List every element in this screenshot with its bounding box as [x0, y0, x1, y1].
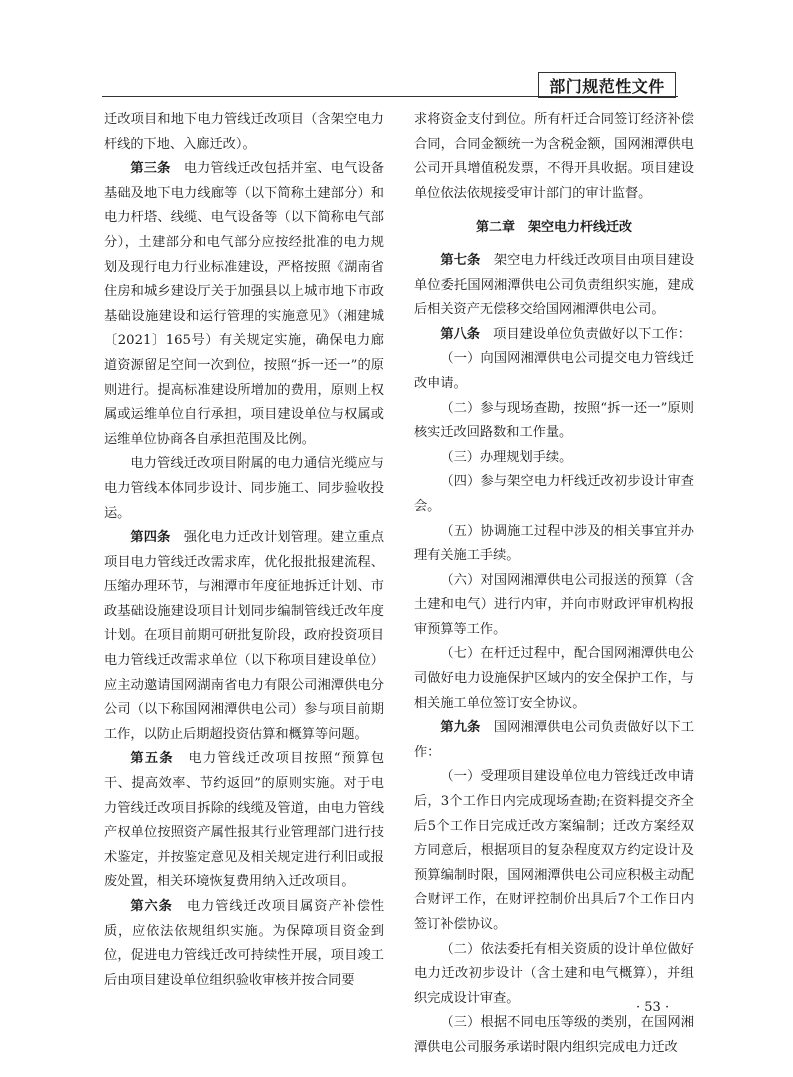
article-text: 电力管线迁改项目按照“预算包干、提高效率、节约返回”的原则实施。对于电力管线迁改项目拆除的线缆及管道，由电力管线产权单位按照资产属性报其行业管理部门进行技术鉴定，并按鉴定意见及相关规定进行利旧或报废处置，相关环境恢复费用纳入迁改项目。 — [104, 751, 385, 890]
chapter-heading: 第二章 架空电力杆线迁改 — [475, 220, 632, 236]
section-header — [538, 72, 676, 98]
article-label: 第四条 — [130, 530, 171, 546]
right-column — [414, 108, 694, 1061]
section-title: 部门规范性文件 — [549, 76, 665, 96]
article-text: 架空电力杆线迁改项目由项目建设单位委托国网湘潭供电公司负责组织实施，建成后相关资产无偿移交给国网湘潭供电公司。 — [414, 252, 695, 318]
article-label: 第三条 — [130, 161, 171, 177]
article-label: 第五条 — [130, 751, 174, 767]
paragraph: 求将资金支付到位。所有杆迁合同签订经济补偿合同，合同金额统一为含税金额，国网湘潭供电公司开具增值税发票，不得开具收据。项目建设单位依法依规接受审计部门的审计监督。 — [414, 112, 694, 201]
article-3 — [104, 157, 384, 452]
paragraph: 电力管线迁改项目附属的电力通信光缆应与电力管线本体同步设计、同步施工、同步验收投运。 — [104, 456, 384, 521]
list-item: （二）依法委托有相关资质的设计单位做好电力迁改初步设计（含土建和电气概算），并组织完成设计审查。 — [414, 941, 694, 1006]
list-item: （六）对国网湘潭供电公司报送的预算（含土建和电气）进行内审，并向市财政评审机构报审预算等工作。 — [414, 572, 694, 637]
page-number: · 53 · — [636, 1000, 670, 1015]
article-6 — [104, 895, 384, 993]
article-5 — [104, 747, 384, 895]
article-text: 项目建设单位负责做好以下工作： — [493, 326, 691, 342]
article-7 — [414, 249, 694, 323]
list-item: （三）办理规划手续。 — [440, 449, 573, 465]
list-item: （七）在杆迁过程中，配合国网湘潭供电公司做好电力设施保护区域内的安全保护工作，与相关施工单位签订安全协议。 — [414, 646, 694, 711]
article-label: 第九条 — [440, 720, 481, 736]
article-text: 电力管线迁改包括并室、电气设备基础及地下电力线廊等（以下简称土建部分）和电力杆塔、线缆、电气设备等（以下简称电气部分），土建部分和电气部分应按经批准的电力规划及现行电力行业标准建设，严格按照《湖南省住房和城乡建设厅关于加强县以上城市地下市政基础设施建设和运行管理的实施意见》（湘建城〔2021〕165号）有关规定实施，确保电力廊道资源留足空间一次到位，按照“拆一还一”的原则进行。提高标准建设所增加的费用，原则上权属或运维单位自行承担，项目建设单位与权属或运维单位协商各自承担范围及比例。 — [104, 161, 385, 447]
article-9 — [414, 716, 694, 765]
list-item: （五）协调施工过程中涉及的相关事宜并办理有关施工手续。 — [414, 523, 694, 564]
article-text: 强化电力迁改计划管理。建立重点项目电力管线迁改需求库，优化报批报建流程、压缩办理环节，与湘潭市年度征地拆迁计划、市政基础设施建设项目计划同步编制管线迁改年度计划。在项目前期可研批复阶段，政府投资项目电力管线迁改需求单位（以下称项目建设单位）应主动邀请国网湖南省电力有限公司湘潭供电分公司（以下称国网湘潭供电公司）参与项目前期工作，以防止后期超投资估算和概算等问题。 — [104, 530, 385, 742]
article-label: 第六条 — [130, 899, 173, 914]
list-item: （一）受理项目建设单位电力管线迁改申请后，3个工作日内完成现场查勘;在资料提交齐全后5个工作日完成迁改方案编制；迁改方案经双方同意后，根据项目的复杂程度双方约定设计及预算编制时限，国网湘潭供电公司应积极主动配合财评工作，在财评控制价出具后7个工作日内签订补偿协议。 — [414, 769, 694, 932]
paragraph: 迁改项目和地下电力管线迁改项目（含架空电力杆线的下地、入廊迁改）。 — [104, 112, 384, 152]
article-label: 第八条 — [440, 326, 480, 342]
header-divider — [102, 96, 678, 97]
article-text: 电力管线迁改项目属资产补偿性质，应依法依规组织实施。为保障项目资金到位，促进电力管线迁改可持续性开展，项目竣工后由项目建设单位组织验收审核并按合同要 — [104, 899, 385, 988]
list-item: （一）向国网湘潭供电公司提交电力管线迁改申请。 — [414, 351, 694, 391]
left-column — [104, 108, 384, 993]
article-4 — [104, 526, 384, 747]
article-label: 第七条 — [440, 252, 481, 268]
article-text: 国网湘潭供电公司负责做好以下工作： — [414, 720, 695, 760]
list-item: （二）参与现场查勘，按照“拆一还一”原则核实迁改回路数和工作量。 — [414, 400, 694, 441]
list-item: （三）根据不同电压等级的类别，在国网湘潭供电公司服务承诺时限内组织完成电力迁改 — [414, 1015, 694, 1055]
article-8 — [414, 323, 694, 348]
list-item: （四）参与架空电力杆线迁改初步设计审查会。 — [414, 474, 694, 514]
